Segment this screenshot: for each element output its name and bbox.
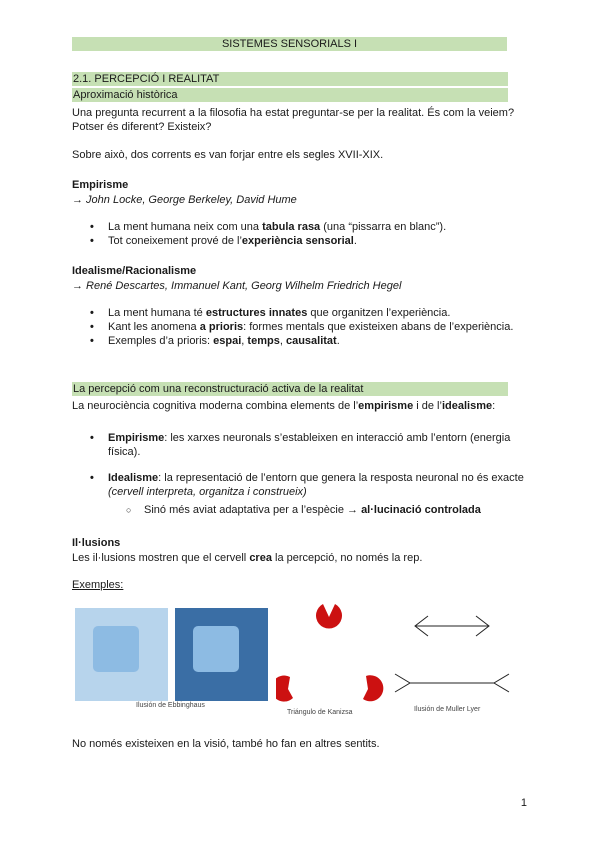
illusions-title: Il·lusions [72, 537, 121, 549]
list-item: • Idealisme: la representació de l’entorn que genera la resposta neuronal no és exacte (cervell interpreta, organitza i construeix) [72, 471, 528, 499]
ebbinghaus-illustration [72, 604, 272, 708]
closing-paragraph: No només existeixen en la visió, també ho fan en altres sentits. [72, 738, 380, 750]
inner-square-right [193, 626, 239, 672]
intro-paragraph-2: Sobre això, dos corrents es van forjar entre els segles XVII-XIX. [72, 149, 384, 161]
empirisme-list [72, 220, 528, 248]
page-number: 1 [520, 797, 527, 809]
list-item: • Exemples d’a prioris: espai, temps, causalitat. [72, 334, 528, 348]
document-title: SISTEMES SENSORIALS I [72, 37, 507, 51]
section-heading: 2.1. PERCEPCIÓ I REALITAT [72, 72, 508, 86]
list-item: • La ment humana té estructures innates que organitzen l’experiència. [72, 306, 528, 320]
list-item: • Empirisme: les xarxes neuronals s’estableixen en interacció amb l’entorn (energia física). [72, 431, 528, 459]
list-item: • La ment humana neix com una tabula rasa (una “pissarra en blanc”). [72, 220, 528, 234]
illusions-paragraph: Les il·lusions mostren que el cervell crea la percepció, no només la rep. [72, 552, 423, 564]
caption-kanizsa: Triángulo de Kanizsa [287, 709, 353, 716]
pacman-bottom-right [363, 675, 383, 701]
idealisme-list [72, 306, 528, 348]
caption-ebbinghaus: Ilusión de Ebbinghaus [136, 702, 205, 709]
tail-right [494, 674, 509, 692]
reconstruccio-sublist [108, 503, 528, 517]
list-item: • Kant les anomena a prioris: formes mentals que existeixen abans de l’experiència. [72, 320, 528, 334]
empirisme-authors: → John Locke, George Berkeley, David Hume [72, 194, 297, 206]
kanizsa-illustration [276, 600, 386, 706]
list-item: • Tot coneixement prové de l’experiència sensorial. [72, 234, 528, 248]
idealisme-title: Idealisme/Racionalisme [72, 265, 197, 277]
idealisme-authors: → René Descartes, Immanuel Kant, Georg Wilhelm Friedrich Hegel [72, 280, 402, 292]
caption-muller: Ilusión de Muller Lyer [414, 706, 481, 713]
list-item: ○ Sinó més aviat adaptativa per a l’espècie → al·lucinació controlada [108, 503, 528, 517]
reconstruccio-list [72, 431, 528, 499]
tail-left [395, 674, 410, 692]
reconstruccio-paragraph: La neurociència cognitiva moderna combina elements de l’empirisme i de l’idealisme: [72, 400, 496, 412]
intro-paragraph: Una pregunta recurrent a la filosofia ha estat preguntar-se per la realitat. És com la veiem? Potser és diferent? Existeix? [72, 107, 515, 133]
empirisme-title: Empirisme [72, 179, 129, 191]
muller-lyer-illustration [390, 604, 520, 704]
reconstruccio-heading: La percepció com una reconstructuració activa de la realitat [72, 382, 508, 396]
pacman-bottom-left [276, 676, 293, 702]
examples-label: Exemples: [72, 579, 124, 591]
pacman-top [316, 604, 342, 629]
inner-square-left [93, 626, 139, 672]
subsection-heading: Aproximació històrica [72, 88, 508, 102]
